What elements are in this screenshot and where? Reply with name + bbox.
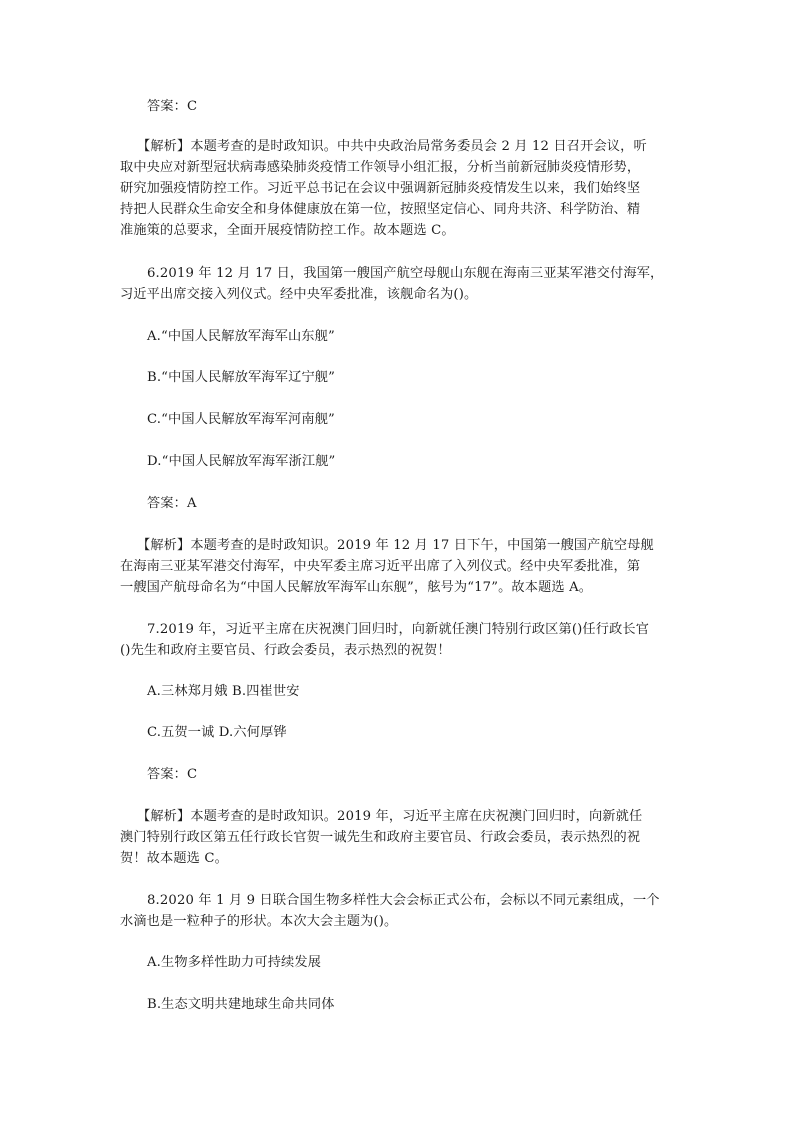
option-item: B.生态文明共建地球生命共同体 bbox=[147, 997, 335, 1012]
option-item: B.“中国人民解放军海军辽宁舰” bbox=[147, 370, 336, 385]
analysis-line: 持把人民群众生命安全和身体健康放在第一位，按照坚定信心、同舟共济、科学防治、精 bbox=[120, 202, 641, 217]
answer-label: 答案：C bbox=[147, 99, 198, 114]
question-line: 7.2019 年，习近平主席在庆祝澳门回归时，向新就任澳门特别行政区第()任行政长官 bbox=[147, 622, 650, 637]
analysis-line: 【解析】本题考查的是时政知识。2019 年 12 月 17 日下午，中国第一艘国产航空母舰 bbox=[137, 538, 654, 553]
answer-label: 答案：A bbox=[147, 496, 197, 511]
analysis-line: 澳门特别行政区第五任行政长官贺一诚先生和政府主要官员、行政会委员，表示热烈的祝 bbox=[120, 830, 641, 845]
analysis-line: 贺！故本题选 C。 bbox=[120, 851, 228, 866]
analysis-line: 一艘国产航母命名为“中国人民解放军海军山东舰”，舷号为“17”。故本题选 A。 bbox=[120, 580, 593, 595]
analysis-line: 准施策的总要求，全面开展疫情防控工作。故本题选 C。 bbox=[120, 223, 455, 238]
option-item: C.“中国人民解放军海军河南舰” bbox=[147, 412, 335, 427]
analysis-line: 【解析】本题考查的是时政知识。中共中央政治局常务委员会 2 月 12 日召开会议，听 bbox=[137, 139, 647, 154]
option-item: A.生物多样性助力可持续发展 bbox=[147, 955, 322, 970]
option-item: D.“中国人民解放军海军浙江舰” bbox=[147, 454, 336, 469]
option-item: A.三林郑月娥 B.四崔世安 bbox=[147, 684, 300, 699]
question-line: 6.2019 年 12 月 17 日，我国第一艘国产航空母舰山东舰在海南三亚某军港交付海军， bbox=[147, 266, 664, 281]
question-line: 水滴也是一粒种子的形状。本次大会主题为()。 bbox=[120, 914, 398, 929]
analysis-line: 取中央应对新型冠状病毒感染肺炎疫情工作领导小组汇报，分析当前新冠肺炎疫情形势， bbox=[120, 160, 641, 175]
question-line: 习近平出席交接入列仪式。经中央军委批准，该舰命名为()。 bbox=[120, 287, 478, 302]
option-item: C.五贺一诚 D.六何厚铧 bbox=[147, 725, 287, 740]
option-item: A.“中国人民解放军海军山东舰” bbox=[147, 329, 335, 344]
analysis-line: 【解析】本题考查的是时政知识。2019 年，习近平主席在庆祝澳门回归时，向新就任 bbox=[137, 809, 643, 824]
analysis-line: 研究加强疫情防控工作。习近平总书记在会议中强调新冠肺炎疫情发生以来，我们始终坚 bbox=[120, 181, 641, 196]
question-line: ()先生和政府主要官员、行政会委员，表示热烈的祝贺！ bbox=[120, 643, 451, 658]
answer-label: 答案：C bbox=[147, 767, 198, 782]
question-line: 8.2020 年 1 月 9 日联合国生物多样性大会会标正式公布，会标以不同元素组成，一个 bbox=[147, 893, 660, 908]
analysis-line: 在海南三亚某军港交付海军，中央军委主席习近平出席了入列仪式。经中央军委批准，第 bbox=[120, 559, 641, 574]
